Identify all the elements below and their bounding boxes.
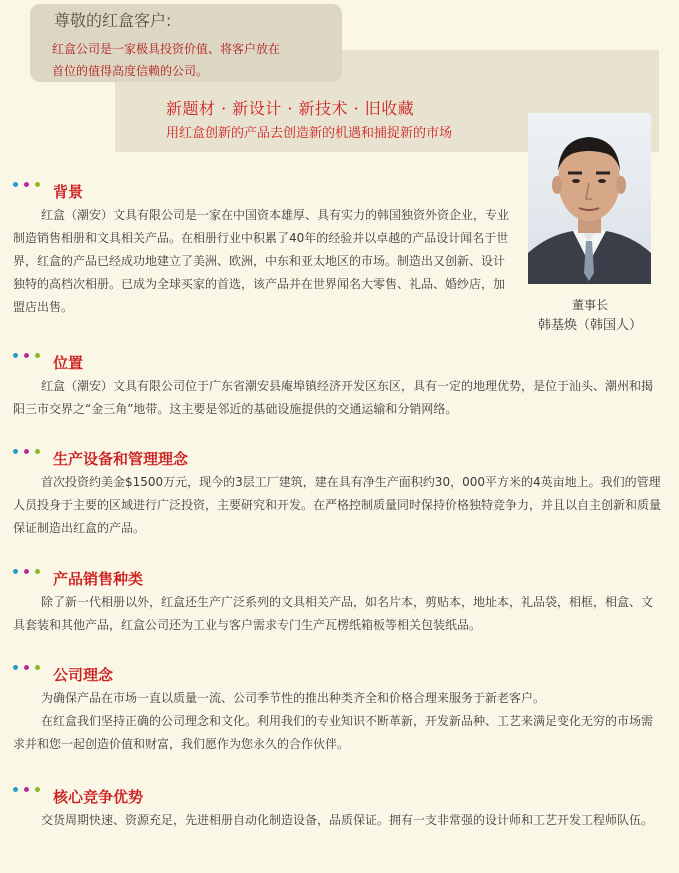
section-background — [0, 180, 679, 319]
section-paragraph: 交货周期快速、资源充足，先进相册自动化制造设备，品质保证。拥有一支非常强的设计师和工艺开发工程师队伍。 — [41, 813, 654, 827]
section-paragraph: 红盒（潮安）文具有限公司位于广东省潮安县庵埠镇经济开发区东区，具有一定的地理优势，是位于汕头、潮州和揭阳三市交界之“金三角”地带。这主要是邻近的基础设施提供的交通运输和分销网络。 — [13, 379, 654, 416]
section-title: 背景 — [53, 183, 84, 201]
section-paragraph: 除了新一代相册以外，红盒还生产广泛系列的文具相关产品，如名片本，剪贴本，地址本，礼品袋，相框，相盒、文具套装和其他产品，红盒公司还为工业与客户需求专门生产瓦楞纸箱板等相关包装纸品。 — [13, 595, 654, 632]
section-title: 公司理念 — [53, 666, 114, 684]
section-production-management — [0, 447, 679, 540]
greeting-line: 首位的值得高度信赖的公司。 — [52, 64, 209, 78]
slogan-line-2: 用红盒创新的产品去创造新的机遇和捕捉新的市场 — [166, 126, 453, 141]
section-title: 生产设备和管理理念 — [53, 450, 189, 468]
section-paragraph: 红盒（潮安）文具有限公司是一家在中国资本雄厚、具有实力的韩国独资外资企业，专业制造销售相册和文具相关产品。在相册行业中积累了40年的经验并以卓越的产品设计闻名于世界，红盒的产品已经成功地建立了美洲、欧洲，中东和亚太地区的市场。制造出又创新、设计独特的高档次相册。已成为全球买家的首选，该产品并在世界闻名大零售、礼品、婚纱店，加盟店出售。 — [13, 208, 510, 314]
section-core-competency — [0, 785, 679, 832]
chairman-name: 韩基焕（韩国人） — [537, 318, 642, 333]
slogan-line-1: 新题材 · 新设计 · 新技术 · 旧收藏 — [166, 99, 415, 118]
chairman-role: 董事长 — [571, 298, 608, 312]
section-title: 位置 — [53, 354, 84, 372]
section-paragraph: 首次投资约美金$1500万元，现今的3层工厂建筑，建在具有净生产面积约30，000平方米的4英亩地上。我们的管理人员投身于主要的区域进行广泛投资，主要研究和开发。在严格控制质量同时保持价格独特竞争力，并且以自主创新和质量保证制造出红盒的产品。 — [13, 475, 662, 535]
section-location — [0, 351, 679, 421]
greeting-line: 红盒公司是一家极具投资价值、将客户放在 — [52, 42, 281, 56]
section-title: 产品销售种类 — [53, 570, 144, 588]
section-paragraph: 在红盒我们坚持正确的公司理念和文化。利用我们的专业知识不断革新，开发新品种、工艺来满足变化无穷的市场需求并和您一起创造价值和财富，我们愿作为您永久的合作伙伴。 — [13, 714, 654, 751]
section-product-categories — [0, 567, 679, 637]
section-title: 核心竞争优势 — [53, 788, 144, 806]
section-company-philosophy — [0, 663, 679, 756]
section-paragraph: 为确保产品在市场一直以质量一流、公司季节性的推出种类齐全和价格合理来服务于新老客户。 — [41, 691, 546, 705]
greeting-box — [30, 4, 342, 82]
slogan — [166, 98, 526, 145]
greeting-title: 尊敬的红盒客户: — [54, 11, 172, 30]
